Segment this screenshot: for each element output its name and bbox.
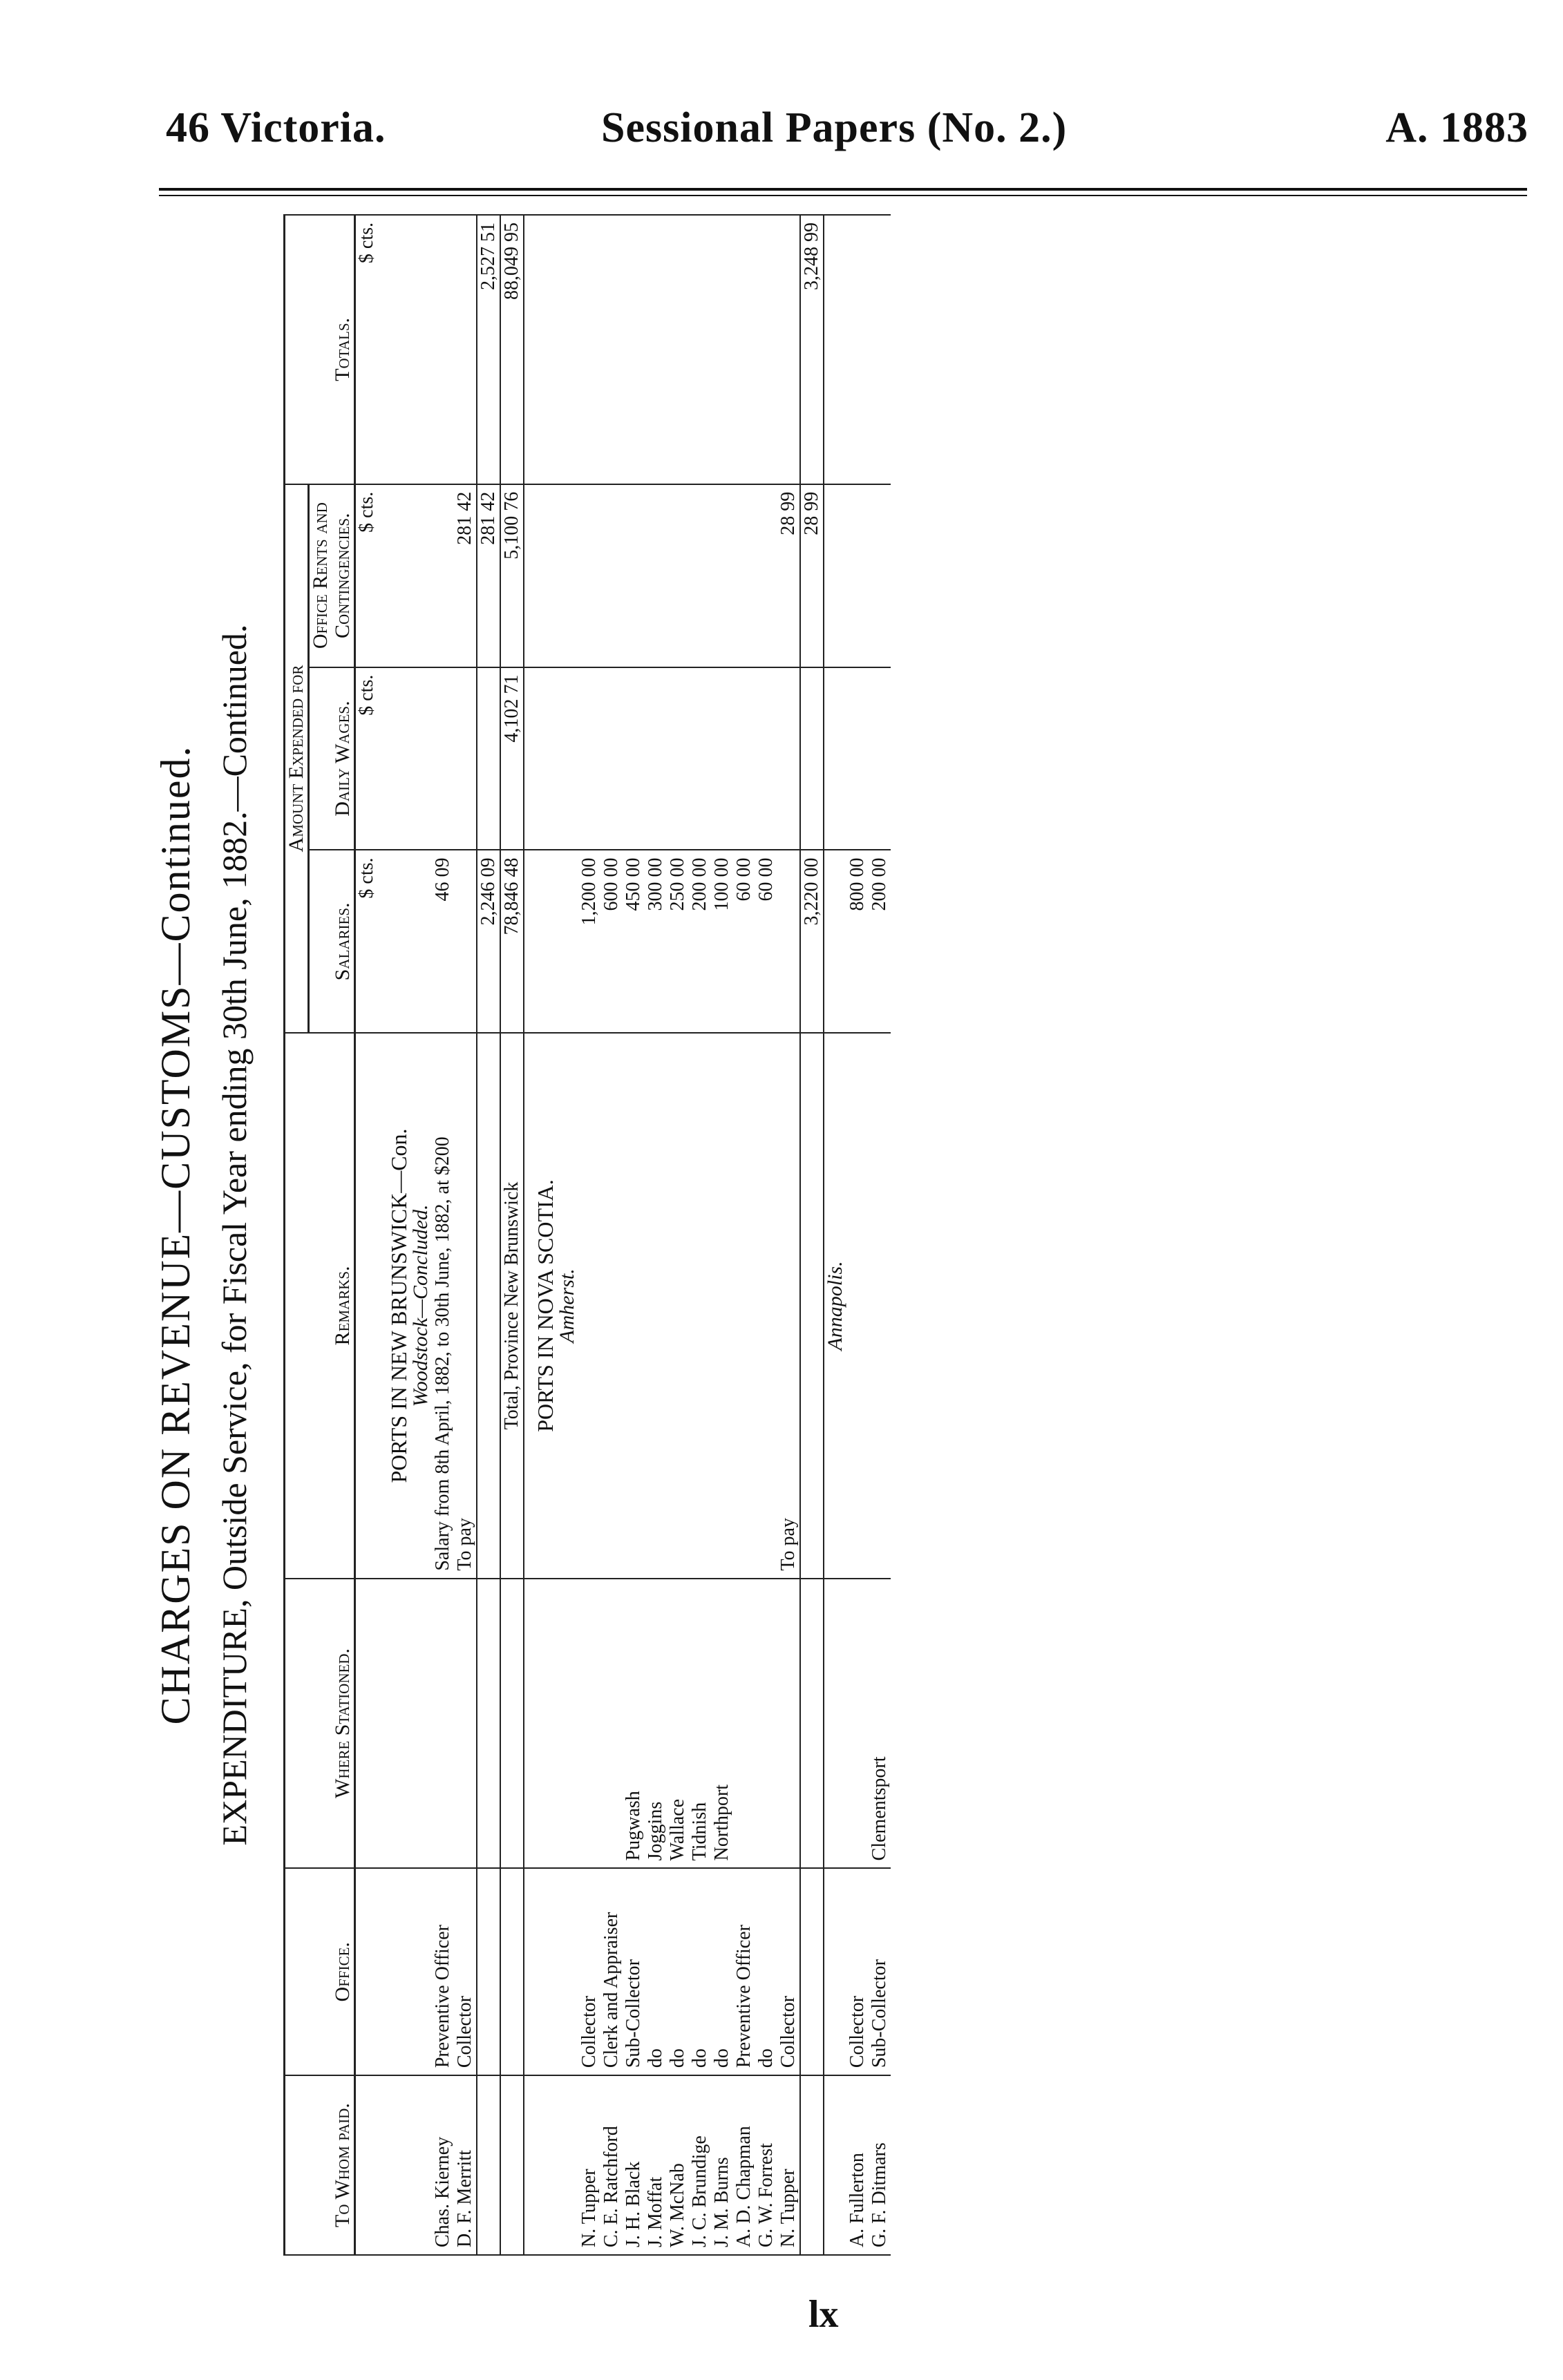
salary-cell: 800 00 [846, 850, 869, 1033]
salary-cell: 450 00 [623, 850, 645, 1033]
province-total-row [500, 215, 524, 2255]
remarks-cell [645, 1033, 667, 1578]
table-row [432, 215, 454, 2255]
subtotal-total: 2,527 51 [477, 215, 500, 484]
rents-cell [689, 484, 711, 667]
subtotal-total: 3,248 99 [800, 215, 824, 484]
station-cell: Joggins [645, 1579, 667, 1869]
salary-cell: 60 00 [733, 850, 755, 1033]
rents-cell: 281 42 [454, 484, 477, 667]
table-row [869, 215, 891, 2255]
table-row [755, 215, 777, 2255]
province-total-total: 88,049 95 [500, 215, 524, 484]
col-to-whom: To Whom paid. [285, 2075, 355, 2255]
office-cell: Collector [578, 1868, 600, 2075]
total-cell [600, 215, 623, 484]
wages-cell [846, 667, 869, 850]
total-cell [667, 215, 689, 484]
table-row [454, 215, 477, 2255]
payee-name: A. Fullerton [846, 2075, 869, 2255]
total-cell [711, 215, 733, 484]
rents-cell: 28 99 [777, 484, 800, 667]
wages-cell [645, 667, 667, 850]
payee-name: J. C. Brundige [689, 2075, 711, 2255]
office-cell: Clerk and Appraiser [600, 1868, 623, 2075]
page-number: lx [808, 2293, 839, 2336]
station-cell: Wallace [667, 1579, 689, 1869]
wages-cell [733, 667, 755, 850]
subtotal-rents: 281 42 [477, 484, 500, 667]
remarks-cell [667, 1033, 689, 1578]
province-total-label: Total, Province New Brunswick [500, 1033, 524, 1578]
office-cell: do [711, 1868, 733, 2075]
office-cell: Preventive Officer [733, 1868, 755, 2075]
total-cell [846, 215, 869, 484]
col-salaries: Salaries. [309, 850, 355, 1033]
rents-cell [600, 484, 623, 667]
province-total-rents: 5,100 76 [500, 484, 524, 667]
col-office-rents: Office Rents and Contingencies. [309, 484, 355, 667]
salary-cell: 60 00 [755, 850, 777, 1033]
wages-cell [755, 667, 777, 850]
unit-rents: $ cts. [355, 484, 379, 667]
table-row [777, 215, 800, 2255]
col-stationed: Where Stationed. [285, 1579, 355, 1869]
subsection-heading: Amherst. [556, 1033, 578, 1578]
remarks-cell [755, 1033, 777, 1578]
salary-cell: 200 00 [869, 850, 891, 1033]
page-subtitle: EXPENDITURE, Outside Service, for Fiscal Year ending 30th June, 1882.—Continued. [215, 624, 254, 1846]
header-rule [159, 188, 1527, 191]
col-amount: Amount Expended for [285, 484, 309, 1034]
table-row [645, 215, 667, 2255]
payee-name: J. M. Burns [711, 2075, 733, 2255]
office-cell: Sub-Collector [623, 1868, 645, 2075]
rents-cell [869, 484, 891, 667]
section-heading: PORTS IN NOVA SCOTIA. [524, 1033, 556, 1578]
rents-cell [755, 484, 777, 667]
station-cell: Clementsport [869, 1579, 891, 1869]
payee-name: N. Tupper [578, 2075, 600, 2255]
station-cell [733, 1579, 755, 1869]
payee-name: N. Tupper [777, 2075, 800, 2255]
table-row [578, 215, 600, 2255]
office-cell: do [667, 1868, 689, 2075]
salary-cell: 1,200 00 [578, 850, 600, 1033]
province-total-wages: 4,102 71 [500, 667, 524, 850]
table-row [667, 215, 689, 2255]
remarks-cell [689, 1033, 711, 1578]
payee-name: G. F. Ditmars [869, 2075, 891, 2255]
rents-cell [711, 484, 733, 667]
rents-cell [667, 484, 689, 667]
salary-cell: 250 00 [667, 850, 689, 1033]
subtotal-row [477, 215, 500, 2255]
remarks-cell: To pay [777, 1033, 800, 1578]
expenditure-table [283, 214, 891, 2256]
wages-cell [667, 667, 689, 850]
total-cell [869, 215, 891, 484]
payee-name: G. W. Forrest [755, 2075, 777, 2255]
salary-cell: 46 09 [432, 850, 454, 1033]
table-row [689, 215, 711, 2255]
salary-cell [777, 850, 800, 1033]
salary-cell: 300 00 [645, 850, 667, 1033]
office-cell: Preventive Officer [432, 1868, 454, 2075]
payee-name: J. Moffat [645, 2075, 667, 2255]
total-cell [623, 215, 645, 484]
table-row [623, 215, 645, 2255]
salary-cell: 100 00 [711, 850, 733, 1033]
total-cell [733, 215, 755, 484]
remarks-cell: To pay [454, 1033, 477, 1578]
rotated-page [153, 214, 1520, 2256]
payee-name: A. D. Chapman [733, 2075, 755, 2255]
subsection-heading: Woodstock—Concluded. [410, 1033, 432, 1578]
station-cell: Tidnish [689, 1579, 711, 1869]
subsection-heading: Annapolis. [824, 1033, 846, 1578]
unit-wages: $ cts. [355, 667, 379, 850]
station-cell [578, 1579, 600, 1869]
col-wages: Daily Wages. [309, 667, 355, 850]
wages-cell [869, 667, 891, 850]
header-center: Sessional Papers (No. 2.) [601, 104, 1068, 151]
office-cell: Collector [846, 1868, 869, 2075]
col-remarks: Remarks. [285, 1033, 355, 1578]
office-cell: do [689, 1868, 711, 2075]
table-row [846, 215, 869, 2255]
office-cell: Collector [454, 1868, 477, 2075]
total-cell [755, 215, 777, 484]
total-cell [645, 215, 667, 484]
wages-cell [578, 667, 600, 850]
header-right: A. 1883 [1385, 104, 1528, 151]
unit-totals: $ cts. [355, 215, 379, 484]
table-row [711, 215, 733, 2255]
subtotal-row [800, 215, 824, 2255]
total-cell [578, 215, 600, 484]
remarks-cell [869, 1033, 891, 1578]
wages-cell [711, 667, 733, 850]
salary-cell: 600 00 [600, 850, 623, 1033]
wages-cell [777, 667, 800, 850]
rents-cell [623, 484, 645, 667]
remarks-cell [623, 1033, 645, 1578]
payee-name: C. E. Ratchford [600, 2075, 623, 2255]
header-rule-thin [159, 195, 1527, 196]
remarks-cell [578, 1033, 600, 1578]
col-office: Office. [285, 1868, 355, 2075]
remarks-cell: Salary from 8th April, 1882, to 30th June, 1882, at $200 [432, 1033, 454, 1578]
office-cell: do [645, 1868, 667, 2075]
remarks-cell [600, 1033, 623, 1578]
rents-cell [578, 484, 600, 667]
station-cell: Northport [711, 1579, 733, 1869]
station-cell: Pugwash [623, 1579, 645, 1869]
rents-cell [645, 484, 667, 667]
payee-name: J. H. Black [623, 2075, 645, 2255]
section-heading: PORTS IN NEW BRUNSWICK—Con. [378, 1033, 410, 1578]
payee-name: D. F. Merritt [454, 2075, 477, 2255]
office-cell: Collector [777, 1868, 800, 2075]
remarks-cell [711, 1033, 733, 1578]
rents-cell [846, 484, 869, 667]
province-total-salary: 78,846 48 [500, 850, 524, 1033]
rents-cell [733, 484, 755, 667]
subtotal-rents: 28 99 [800, 484, 824, 667]
col-totals: Totals. [285, 215, 355, 484]
station-cell [755, 1579, 777, 1869]
remarks-cell [846, 1033, 869, 1578]
total-cell [689, 215, 711, 484]
payee-name: W. McNab [667, 2075, 689, 2255]
unit-salaries: $ cts. [355, 850, 379, 1033]
page-title: CHARGES ON REVENUE—CUSTOMS—Continued. [153, 745, 198, 1725]
table-row [733, 215, 755, 2255]
table-row [600, 215, 623, 2255]
subtotal-salary: 3,220 00 [800, 850, 824, 1033]
wages-cell [600, 667, 623, 850]
subtotal-salary: 2,246 09 [477, 850, 500, 1033]
station-cell [777, 1579, 800, 1869]
payee-name: Chas. Kierney [432, 2075, 454, 2255]
header-left: 46 Victoria. [166, 104, 386, 151]
remarks-cell [733, 1033, 755, 1578]
station-cell [600, 1579, 623, 1869]
wages-cell [623, 667, 645, 850]
wages-cell [689, 667, 711, 850]
station-cell [846, 1579, 869, 1869]
office-cell: Sub-Collector [869, 1868, 891, 2075]
salary-cell: 200 00 [689, 850, 711, 1033]
office-cell: do [755, 1868, 777, 2075]
total-cell [777, 215, 800, 484]
